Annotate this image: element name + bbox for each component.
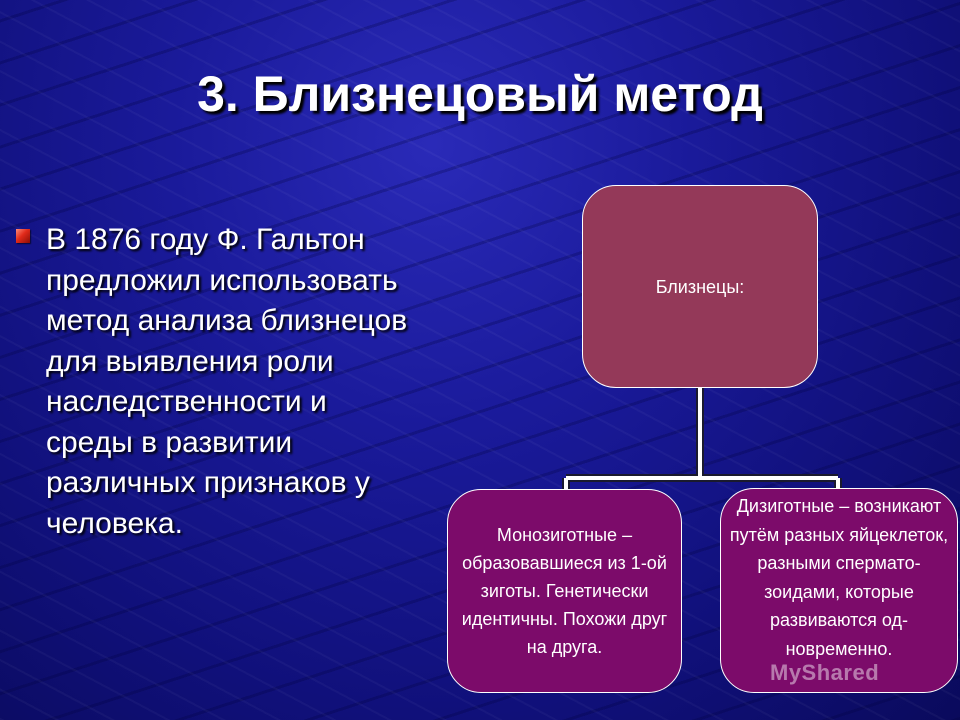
root-box-label: Близнецы: bbox=[655, 277, 745, 297]
monozygotic-box bbox=[447, 489, 682, 693]
diagram-root-box bbox=[582, 185, 818, 388]
bullet-text: В 1876 году Ф. Гальтон предложил использовать метод анализа близнецов для выявления роли наследственности и среды в развитии различных признаков у человека. bbox=[46, 223, 408, 540]
monozygotic-label: Монозиготные – образовавшиеся из 1-ой зиготы. Генетически идентичны. Похожи друг на друга. bbox=[461, 525, 668, 657]
dizygotic-label: Дизиготные – возникают путём разных яйцеклеток, разными спермато-зоидами, которые развиваются од-новременно. bbox=[729, 496, 949, 659]
slide-title: 3. Близнецовый метод bbox=[197, 66, 763, 122]
watermark-logo: MyShared bbox=[770, 660, 880, 685]
